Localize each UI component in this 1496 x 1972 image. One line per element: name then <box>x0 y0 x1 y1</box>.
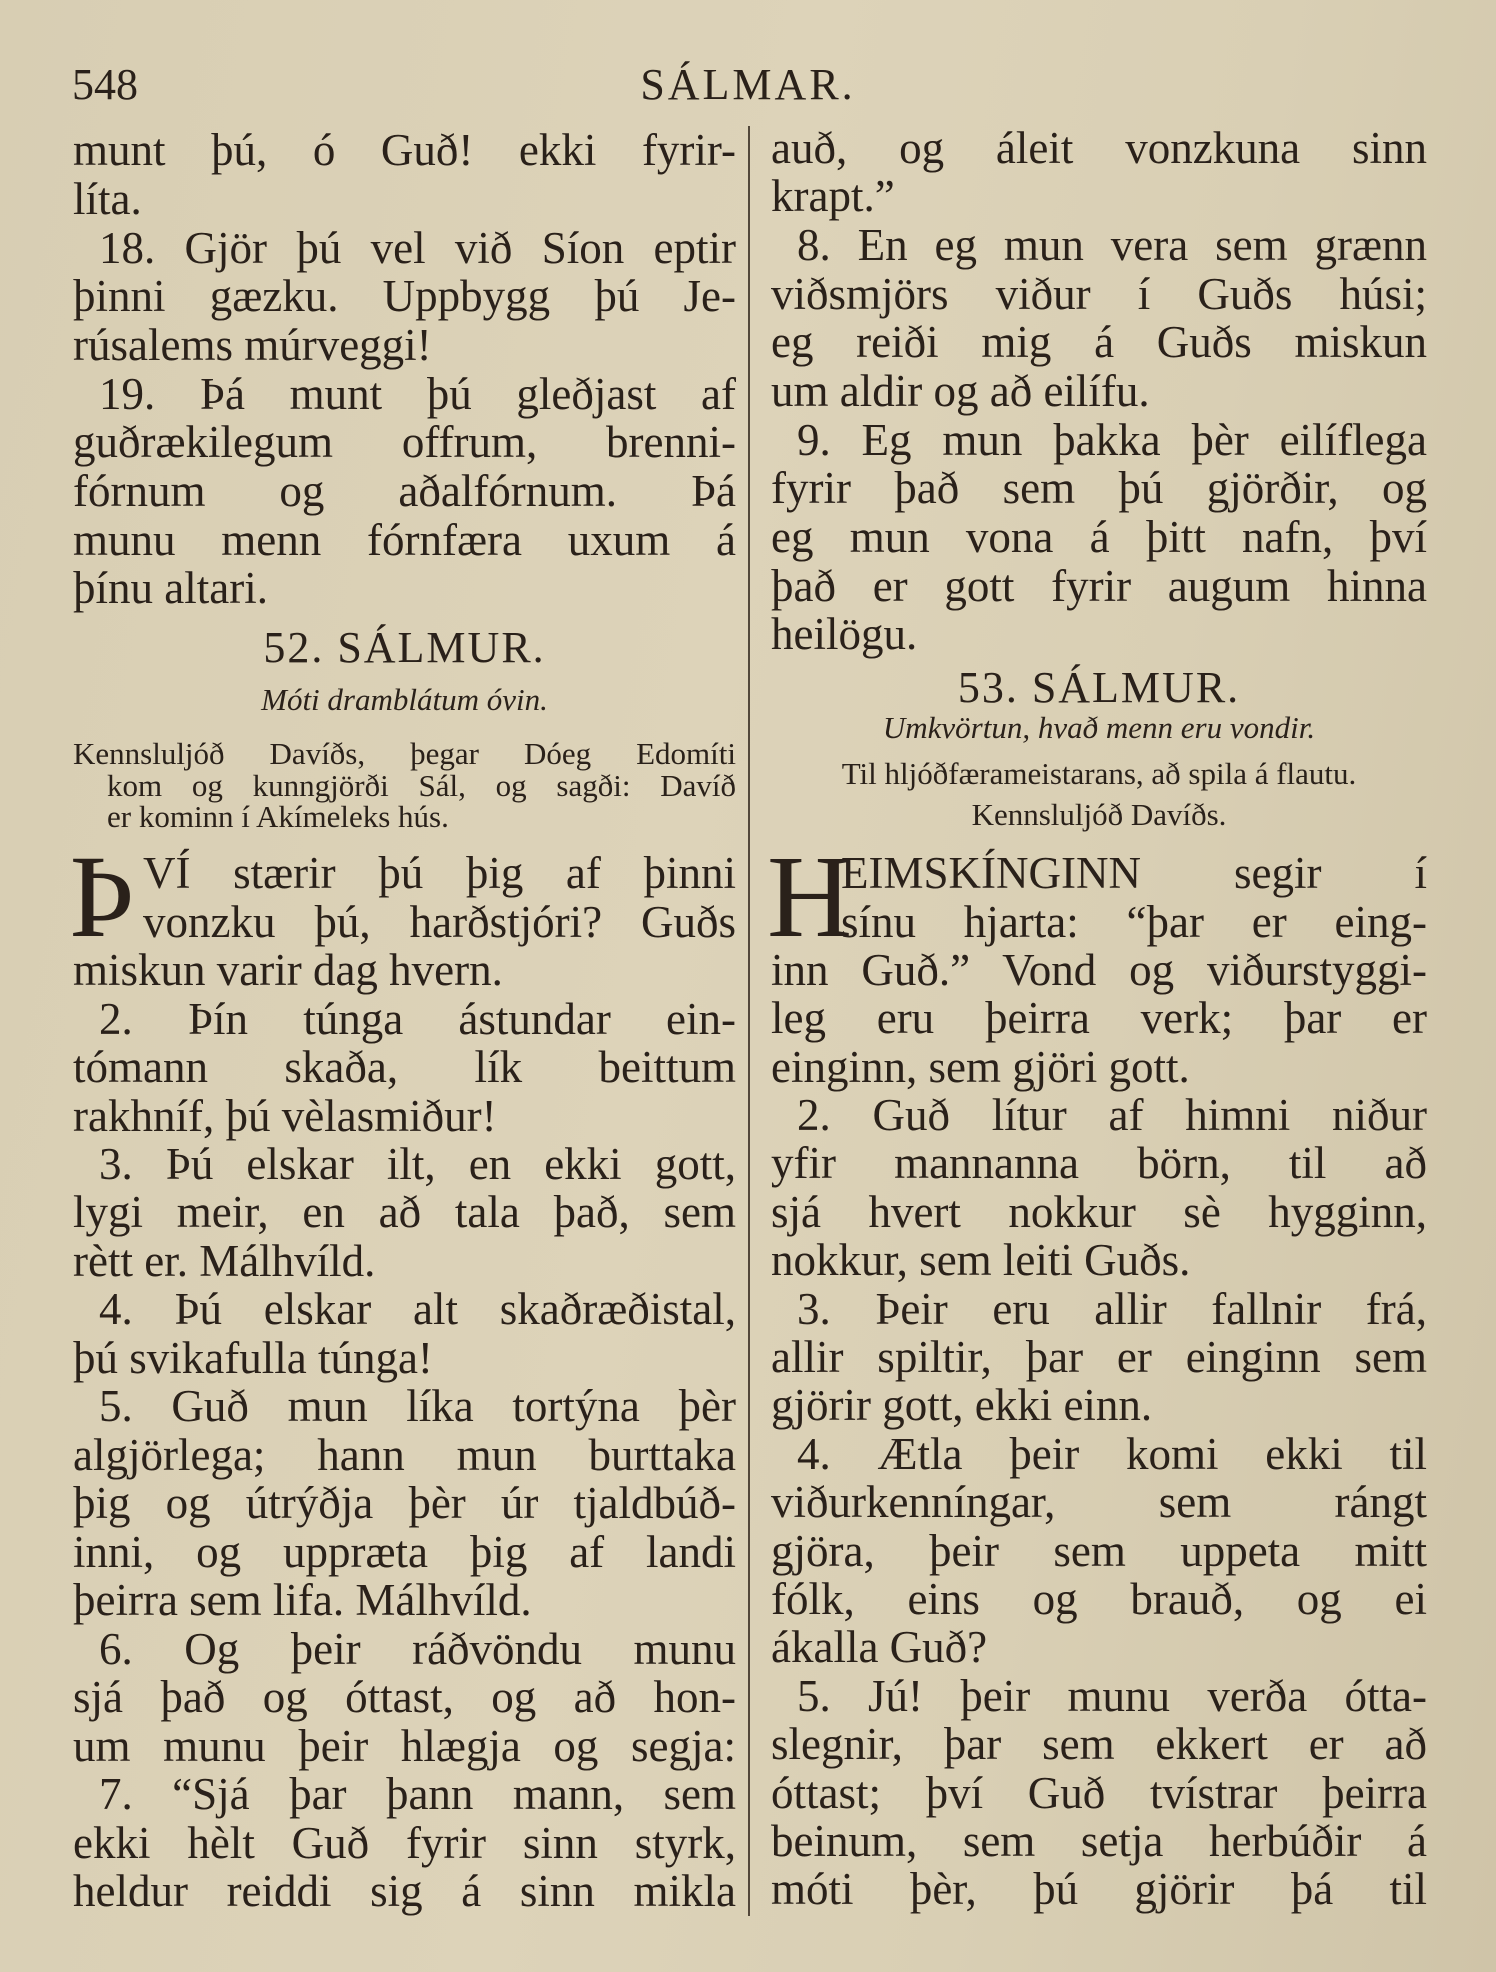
text-line: 19. Þá munt þú gleðjast af <box>99 368 736 419</box>
right-column <box>767 0 1427 1972</box>
text-line: rètt er. Málhvíld. <box>73 1235 376 1286</box>
text-line: ákalla Guð? <box>771 1622 988 1673</box>
text-line: heilögu. <box>771 609 918 660</box>
text-line: 2. Þín túnga ástundar ein- <box>99 993 736 1044</box>
text-line: beinum, sem setja herbúðir á <box>771 1816 1427 1866</box>
drop-cap: Þ <box>69 831 135 963</box>
text-line: eg reiði mig á Guðs miskun <box>771 317 1427 368</box>
text-line: 2. Guð lítur af himni niður <box>797 1090 1427 1141</box>
text-line: ekki hèlt Guð fyrir sinn styrk, <box>73 1817 736 1868</box>
text-line: tómann skaða, lík beittum <box>73 1042 736 1093</box>
superscription-line: Kennsluljóð Davíðs, þegar Dóeg Edomíti <box>73 736 736 772</box>
text-line: einginn, sem gjöri gott. <box>771 1041 1190 1092</box>
text-line: algjörlega; hann mun burttaka <box>73 1429 736 1480</box>
text-line: 3. Þú elskar ilt, en ekki gott, <box>99 1139 736 1189</box>
text-line: 5. Jú! þeir munu verða ótta- <box>797 1670 1427 1721</box>
text-line: munu menn fórnfæra uxum á <box>73 514 736 565</box>
text-line: inni, og uppræta þig af landi <box>73 1526 736 1577</box>
text-line: þínu altari. <box>73 563 268 614</box>
left-column <box>69 0 736 1972</box>
text-line: það er gott fyrir augum hinna <box>771 560 1427 611</box>
text-line: rakhníf, þú vèlasmiður! <box>73 1090 497 1141</box>
text-line: 8. En eg mun vera sem grænn <box>797 220 1427 271</box>
text-line: leg eru þeirra verk; þar er <box>771 993 1427 1044</box>
text-line: þú svikafulla túnga! <box>73 1332 433 1383</box>
text-line: þeirra sem lifa. Málhvíld. <box>73 1575 532 1626</box>
text-line: viðsmjörs viður í Guðs húsi; <box>771 268 1427 319</box>
text-line: auð, og áleit vonzkuna sinn <box>771 122 1427 173</box>
text-line: 5. Guð mun líka tortýna þèr <box>99 1381 736 1432</box>
text-line: móti þèr, þú gjörir þá til <box>771 1864 1427 1915</box>
superscription-line: er kominn í Akímeleks hús. <box>107 799 449 835</box>
psalm-heading: 53. SÁLMUR. <box>957 663 1241 713</box>
text-line: lygi meir, en að tala það, sem <box>73 1187 736 1238</box>
text-line: rúsalems múrveggi! <box>73 319 432 370</box>
text-line: heldur reiddi sig á sinn mikla <box>73 1866 736 1917</box>
page-number: 548 <box>72 60 138 109</box>
text-line: 18. Gjör þú vel við Síon eptir <box>99 222 736 273</box>
text-line: 4. Ætla þeir komi ekki til <box>797 1428 1427 1479</box>
text-line: þig og útrýðja þèr úr tjaldbúð- <box>73 1478 736 1529</box>
text-line: viðurkenníngar, sem rángt <box>771 1477 1427 1528</box>
psalm-subtitle: Móti dramblátum óvin. <box>261 682 548 718</box>
text-line: 9. Eg mun þakka þèr eilíflega <box>797 414 1427 465</box>
superscription-line: Kennsluljóð Davíðs. <box>971 796 1227 832</box>
text-line: VÍ stærir þú þig af þinni <box>143 848 736 899</box>
drop-cap: H <box>767 831 853 963</box>
text-line: slegnir, þar sem ekkert er að <box>771 1719 1427 1770</box>
text-line: gjöra, þeir sem uppeta mitt <box>771 1525 1427 1576</box>
text-line: allir spiltir, þar er einginn sem <box>771 1332 1427 1383</box>
text-line: guðrækilegum offrum, brenni- <box>73 417 736 468</box>
text-line: fólk, eins og brauð, og ei <box>771 1574 1427 1625</box>
text-line: 3. Þeir eru allir fallnir frá, <box>797 1283 1427 1334</box>
text-line: sínu hjarta: “þar er eing- <box>841 896 1427 947</box>
column-divider <box>748 126 750 1916</box>
text-line: eg mun vona á þitt nafn, því <box>771 511 1427 562</box>
text-line: 7. “Sjá þar þann mann, sem <box>99 1769 736 1820</box>
text-line: inn Guð.” Vond og viðurstyggi- <box>771 944 1427 995</box>
text-line: nokkur, sem leiti Guðs. <box>771 1235 1191 1286</box>
superscription-line: Til hljóðfærameistarans, að spila á flautu. <box>841 756 1357 792</box>
text-line: yfir mannanna börn, til að <box>771 1138 1427 1189</box>
text-line: vonzku þú, harðstjóri? Guðs <box>143 896 736 947</box>
text-line: sjá hvert nokkur sè hygginn, <box>771 1186 1427 1237</box>
text-line: fórnum og aðalfórnum. Þá <box>73 465 736 516</box>
running-title: SÁLMAR. <box>640 60 856 109</box>
text-line: líta. <box>73 173 142 224</box>
text-line: sjá það og óttast, og að hon- <box>73 1672 736 1723</box>
psalm-heading: 52. SÁLMUR. <box>263 622 546 672</box>
text-line: gjörir gott, ekki einn. <box>771 1380 1153 1431</box>
text-line: munt þú, ó Guð! ekki fyrir- <box>73 125 736 176</box>
text-line: EIMSKÍNGINN segir í <box>841 848 1427 899</box>
text-line: fyrir það sem þú gjörðir, og <box>771 463 1427 514</box>
psalm-subtitle: Umkvörtun, hvað menn eru vondir. <box>882 709 1316 745</box>
text-line: 6. Og þeir ráðvöndu munu <box>99 1623 736 1674</box>
text-line: krapt.” <box>771 171 895 222</box>
text-line: miskun varir dag hvern. <box>73 945 503 996</box>
superscription-line: kom og kunngjörði Sál, og sagði: Davíð <box>107 767 736 803</box>
text-line: um aldir og að eilífu. <box>771 366 1150 417</box>
text-line: um munu þeir hlægja og segja: <box>73 1720 736 1771</box>
text-line: óttast; því Guð tvístrar þeirra <box>771 1767 1427 1818</box>
text-line: 4. Þú elskar alt skaðræðistal, <box>99 1284 736 1335</box>
text-line: þinni gæzku. Uppbygg þú Je- <box>73 271 736 322</box>
